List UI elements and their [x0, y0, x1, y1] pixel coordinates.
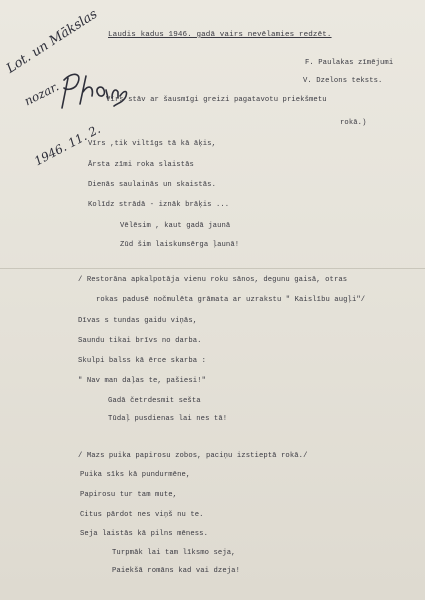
document-title: Laudis kadus 1946. gadā vairs nevēlamies redzēt.: [108, 31, 332, 39]
handwritten-note-line1: Lot. un Mākslas: [4, 6, 101, 77]
stanza2-line4: " Nav man daļas te, pašiesi!": [78, 377, 206, 385]
handwritten-date: 1946. 11. 2.: [32, 121, 103, 169]
stanza2-line2: Saundu tikai brīvs no darba.: [78, 337, 202, 345]
stanza1-line4: Kolīdz strādā - iznāk brāķis ...: [88, 201, 230, 209]
handwritten-note-line2: nozar.: [22, 79, 62, 109]
stanza1-line2: Ārsta zīmi roka slaistās: [88, 161, 194, 169]
stanza3-line5: Turpmāk lai tam līksmo seja,: [112, 549, 236, 557]
stanza2-line1: Dīvas s tundas gaidu viņās,: [78, 317, 198, 325]
stanza3-line4: Seja laistās kā pilns mēness.: [80, 530, 208, 538]
stanza1-line3: Dienās saulainās un skaistās.: [88, 181, 216, 189]
stanza1-line5: Vēlēsim , kaut gadā jaunā: [120, 222, 231, 230]
intro-note-line2: rokā.): [340, 119, 367, 127]
stanza2-line3: Skulpi balss kā ērce skarba :: [78, 357, 206, 365]
stanza3-line6: Paiekšā romāns kad vai dzeja!: [112, 567, 240, 575]
credit-drawing: F. Paulakas zīmējumi: [305, 59, 394, 67]
paper-fold-line: [0, 268, 425, 269]
note2-line1: / Restorāna apkalpotāja vienu roku sānos, degunu gaisā, otras: [78, 276, 348, 284]
note2-line2: rokas padusē nočmulēta grāmata ar uzrakstu " Kaislību augļi"/: [96, 296, 366, 304]
stanza1-line6: Zūd šim laiskumsērga ļaunā!: [120, 241, 240, 249]
intro-note-line1: Vīrs stāv ar šausmīgi greizi pagatavotu priekšmetu: [106, 96, 327, 104]
handwritten-signature: [54, 60, 134, 120]
note3: / Mazs puika papirosu zobos, paciņu izstieptā rokā./: [78, 452, 308, 460]
stanza3-line2: Papirosu tur tam mute,: [80, 491, 178, 499]
stanza2-line6: Tūdaļ pusdienas lai nes tā!: [108, 415, 228, 423]
stanza2-line5: Gadā četrdesmit sešta: [108, 397, 201, 405]
stanza1-line1: Vīrs ,tik viltīgs tā kā āķis,: [88, 140, 216, 148]
stanza3-line3: Citus pārdot nes viņš nu te.: [80, 511, 204, 519]
credit-text: V. Dzelons teksts.: [303, 77, 383, 85]
stanza3-line1: Puika sīks kā pundurmēne,: [80, 471, 191, 479]
